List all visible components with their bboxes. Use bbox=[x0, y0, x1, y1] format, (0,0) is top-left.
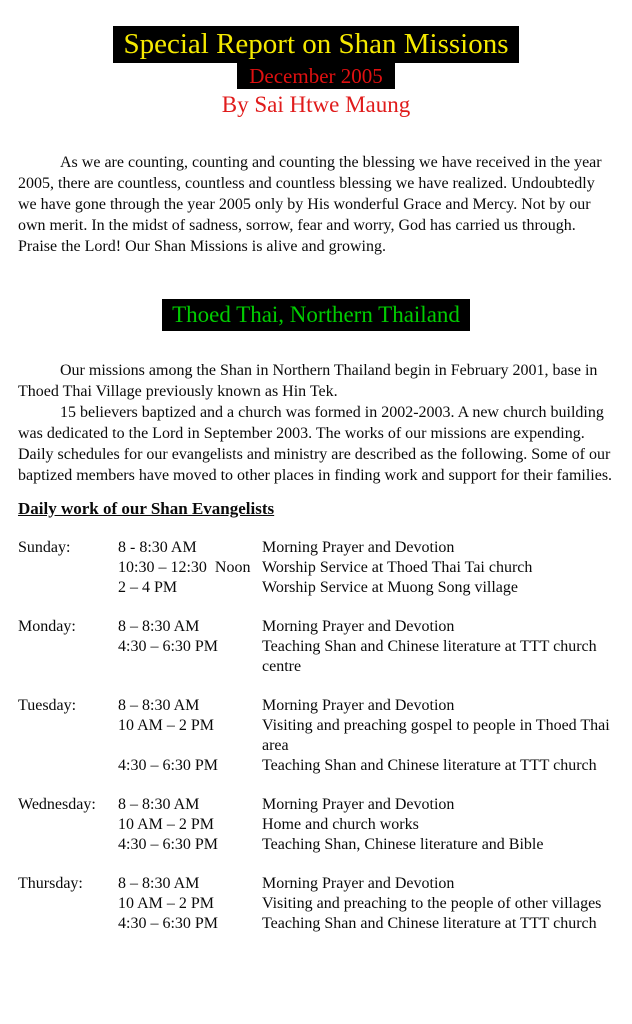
time-cell: 10 AM – 2 PM bbox=[118, 894, 215, 912]
time-cell: 2 – 4 PM bbox=[118, 578, 178, 596]
schedule-group bbox=[18, 696, 614, 776]
time-cell: 4:30 – 6:30 PM bbox=[118, 835, 219, 853]
day-label: Sunday: bbox=[18, 538, 71, 556]
activity-cell: Teaching Shan and Chinese literature at TTT church centre bbox=[262, 637, 597, 675]
schedule-group bbox=[18, 874, 614, 934]
activity-cell: Worship Service at Muong Song village bbox=[262, 578, 519, 596]
section-paragraph-1: Our missions among the Shan in Northern Thailand begin in February 2001, base in Thoed Thai Village previously known as Hin Tek. bbox=[18, 361, 598, 400]
day-label: Thursday: bbox=[18, 874, 83, 892]
section-paragraph-2: 15 believers baptized and a church was formed in 2002-2003. A new church building was dedicated to the Lord in September 2003. The works of our missions are expending. Daily schedules for our evangelists and ministry are described as the following. Some of our baptized members have moved to other places in finding work and support for their families. bbox=[18, 403, 613, 484]
activity-cell: Home and church works bbox=[262, 815, 419, 833]
time-cell: 10 AM – 2 PM bbox=[118, 716, 215, 734]
section-body bbox=[18, 360, 614, 486]
schedule-heading: Daily work of our Shan Evangelists bbox=[18, 498, 275, 518]
activity-cell: Morning Prayer and Devotion bbox=[262, 538, 455, 556]
day-label: Wednesday: bbox=[18, 795, 96, 813]
activity-cell: Morning Prayer and Devotion bbox=[262, 617, 455, 635]
activity-cell: Visiting and preaching to the people of other villages bbox=[262, 894, 602, 912]
page-subtitle-row bbox=[18, 63, 614, 89]
activity-cell: Teaching Shan and Chinese literature at TTT church bbox=[262, 756, 597, 774]
schedule-group bbox=[18, 795, 614, 855]
section-heading-thoed-thai: Thoed Thai, Northern Thailand bbox=[162, 299, 470, 331]
time-cell: 4:30 – 6:30 PM bbox=[118, 637, 219, 655]
activity-cell: Morning Prayer and Devotion bbox=[262, 795, 455, 813]
section-heading-row bbox=[18, 299, 614, 331]
document-header bbox=[18, 0, 614, 119]
day-label: Tuesday: bbox=[18, 696, 77, 714]
time-cell: 4:30 – 6:30 PM bbox=[118, 756, 219, 774]
activity-cell: Morning Prayer and Devotion bbox=[262, 696, 455, 714]
activity-cell: Teaching Shan and Chinese literature at TTT church bbox=[262, 914, 597, 932]
time-cell: 8 – 8:30 AM bbox=[118, 874, 200, 892]
day-label: Monday: bbox=[18, 617, 76, 635]
time-cell: 8 – 8:30 AM bbox=[118, 617, 200, 635]
schedule-group bbox=[18, 538, 614, 598]
time-cell: 4:30 – 6:30 PM bbox=[118, 914, 219, 932]
time-cell: 8 – 8:30 AM bbox=[118, 795, 200, 813]
page-title: Special Report on Shan Missions bbox=[113, 26, 518, 63]
intro-paragraph: As we are counting, counting and counting the blessing we have received in the year 2005, there are countless, countless and countless blessing we have realized. Undoubtedly we have gone through the year 2005 only by His wonderful Grace and Mercy. Not by our own merit. In the midst of sadness, sorrow, fear and worry, God has carried us through. Praise the Lord! Our Shan Missions is alive and growing. bbox=[18, 153, 602, 255]
time-cell: 10:30 – 12:30 Noon bbox=[118, 558, 251, 576]
activity-cell: Worship Service at Thoed Thai Tai church bbox=[262, 558, 533, 576]
page-subtitle: December 2005 bbox=[237, 63, 395, 89]
activity-cell: Morning Prayer and Devotion bbox=[262, 874, 455, 892]
schedule bbox=[18, 538, 614, 934]
time-cell: 8 - 8:30 AM bbox=[118, 538, 197, 556]
byline: By Sai Htwe Maung bbox=[221, 92, 411, 118]
time-cell: 10 AM – 2 PM bbox=[118, 815, 215, 833]
schedule-group bbox=[18, 617, 614, 677]
activity-cell: Visiting and preaching gospel to people in Thoed Thai area bbox=[262, 716, 610, 754]
page-title-row bbox=[18, 26, 614, 63]
time-cell: 8 – 8:30 AM bbox=[118, 696, 200, 714]
activity-cell: Teaching Shan, Chinese literature and Bible bbox=[262, 835, 544, 853]
